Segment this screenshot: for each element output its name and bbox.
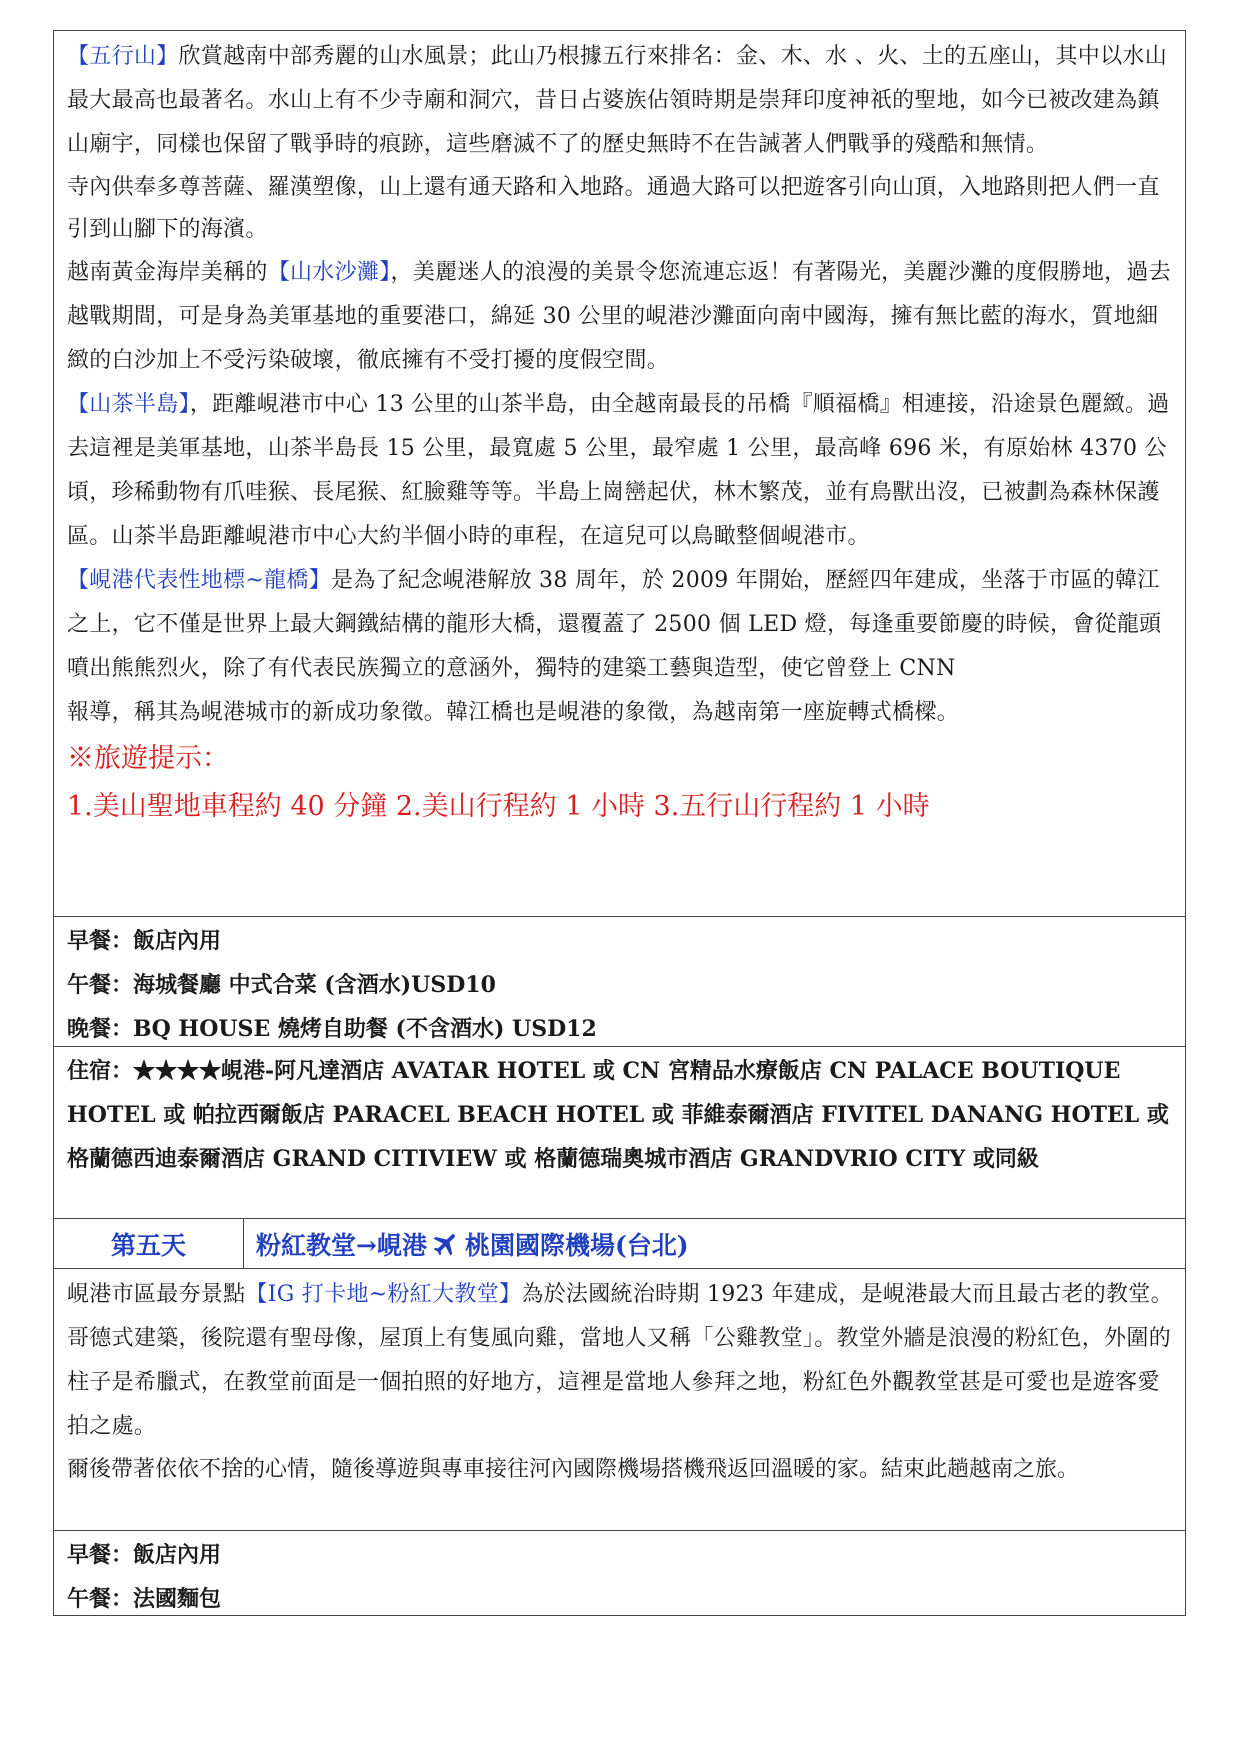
dragon-title: 【峴港代表性地標~龍橋】 (67, 568, 332, 593)
day5-label: 第五天 (54, 1219, 244, 1268)
wuxing-paragraph (67, 35, 1173, 167)
itinerary-page (53, 30, 1186, 1616)
route-part2: 桃園國際機場(台北) (464, 1230, 689, 1260)
day4-lunch: 午餐：海城餐廳 中式合菜 (含酒水)USD10 (67, 972, 496, 998)
sontra-title: 【山茶半島】 (67, 392, 190, 417)
wuxing-text: 欣賞越南中部秀麗的山水風景；此山乃根據五行來排名：金、木、水 、火、土的五座山，其中以水山最大最高也最著名。水山上有不少寺廟和洞穴，昔日占婆族佔領時期是崇拜印度神祇的聖地，如今已被改建為鎮山廟宇，同樣也保留了戰爭時的痕跡，這些磨滅不了的歷史無時不在告誡著人們戰爭的殘酷和無情。 (67, 44, 1168, 157)
day5-lunch: 午餐：法國麵包 (67, 1586, 222, 1612)
day5-meals (53, 1530, 1186, 1616)
beach-title: 【山水沙灘】 (267, 260, 391, 285)
dragon-paragraph (67, 559, 1173, 691)
sontra-text: ，距離峴港市中心 13 公里的山茶半島，由全越南最長的吊橋『順福橋』相連接，沿途景色麗緻。過去這裡是美軍基地，山茶半島長 15 公里，最寬處 5 公里，最窄處 1 公里，最高峰 696 米，有原始林 4370 公頃，珍稀動物有爪哇猴、長尾猴、紅臉雞等等。半島上崗巒起伏，林木繁茂，並有鳥獸出沒，已被劃為森林保護區。山茶半島距離峴港市中心大約半個小時的車程，在這兒可以鳥瞰整個峴港市。 (67, 392, 1170, 549)
day4-breakfast: 早餐：飯店內用 (67, 928, 222, 954)
beach-text: ，美麗迷人的浪漫的美景令您流連忘返！有著陽光，美麗沙灘的度假勝地，過去越戰期間，可是身為美軍基地的重要港口，綿延 30 公里的峴港沙灘面向南中國海，擁有無比藍的海水，質地細緻的白沙加上不受污染破壞，徹底擁有不受打擾的度假空間。 (67, 260, 1172, 373)
hotel-text: 住宿：★★★★峴港-阿凡達酒店 AVATAR HOTEL 或 CN 宮精品水療飯店 CN PALACE BOUTIQUE HOTEL 或 帕拉西爾飯店 PARACEL BEACH HOTEL 或 菲維泰爾酒店 FIVITEL DANANG HOTEL 或格蘭德西迪泰爾酒店 GRAND CITIVIEW 或 格蘭德瑞奧城市酒店 GRANDVRIO CITY 或同級 (67, 1058, 1169, 1172)
wuxing-title: 【五行山】 (67, 44, 179, 69)
church-prefix: 峴港市區最夯景點 (67, 1282, 246, 1307)
day4-dinner: 晚餐：BQ HOUSE 燒烤自助餐 (不含酒水) USD12 (67, 1016, 597, 1042)
tip-text: 1.美山聖地車程約 40 分鐘 2.美山行程約 1 小時 3.五行山行程約 1 小時 (67, 791, 930, 822)
church-title: 【IG 打卡地~粉紅大教堂】 (245, 1282, 522, 1307)
dragon-text: 是為了紀念峴港解放 38 周年，於 2009 年開始，歷經四年建成，坐落于市區的韓江之上，它不僅是世界上最大鋼鐵結構的龍形大橋，還覆蓋了 2500 個 LED 燈，每逢重要節慶的時候，會從龍頭噴出熊熊烈火，除了有代表民族獨立的意涵外，獨特的建築工藝與造型，使它曾登上 CNN (67, 568, 1162, 681)
day4-hotel (53, 1046, 1186, 1218)
day4-description (53, 30, 1186, 916)
beach-paragraph (67, 251, 1173, 383)
temple-paragraph: 寺內供奉多尊菩薩、羅漢塑像，山上還有通天路和入地路。通過大路可以把遊客引向山頂，入地路則把人們一直引到山腳下的海濱。 (67, 175, 1160, 242)
tip-title: ※旅遊提示： (67, 743, 229, 774)
day5-header (53, 1218, 1186, 1268)
day5-route (244, 1226, 689, 1262)
sontra-paragraph (67, 383, 1173, 559)
farewell-paragraph: 爾後帶著依依不捨的心情，隨後導遊與專車接往河內國際機場搭機飛返回溫暖的家。結束此趟越南之旅。 (67, 1457, 1080, 1482)
route-part1: 粉紅教堂→峴港 (256, 1230, 427, 1260)
church-text: 為於法國統治時期 1923 年建成，是峴港最大而且最古老的教堂。哥德式建築，後院還有聖母像，屋頂上有隻風向雞，當地人又稱「公雞教堂」。教堂外牆是浪漫的粉紅色，外圍的柱子是希臘式，在教堂前面是一個拍照的好地方，這裡是當地人參拜之地，粉紅色外觀教堂甚是可愛也是遊客愛拍之處。 (67, 1282, 1173, 1439)
airplane-icon (431, 1229, 461, 1259)
dragon-paragraph-2: 報導，稱其為峴港城市的新成功象徵。韓江橋也是峴港的象徵，為越南第一座旋轉式橋樑。 (67, 700, 960, 725)
day5-breakfast: 早餐：飯店內用 (67, 1542, 222, 1568)
day5-description (53, 1268, 1186, 1530)
beach-prefix: 越南黃金海岸美稱的 (67, 260, 268, 285)
church-paragraph (67, 1273, 1173, 1449)
day4-meals (53, 916, 1186, 1046)
